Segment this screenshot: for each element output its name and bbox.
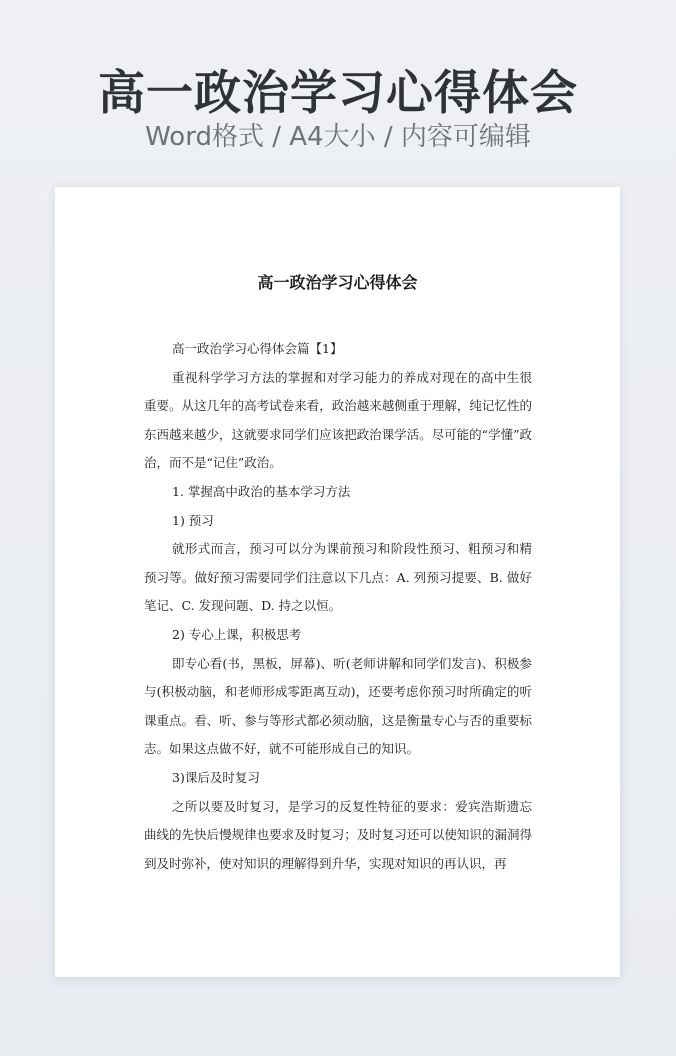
document-title: 高一政治学习心得体会: [257, 273, 418, 292]
list-heading: 3)课后及时复习: [172, 769, 260, 785]
paragraph: 就形式而言，预习可以分为课前预习和阶段性预习、粗预习和精预习等。做好预习需要同学们注意以下几点：A. 列预习提要、B. 做好笔记、C. 发现问题、D. 持之以恒。: [144, 541, 532, 614]
list-heading: 2) 专心上课，积极思考: [172, 626, 302, 642]
list-heading: 1) 预习: [172, 512, 214, 528]
section-heading: 高一政治学习心得体会篇【1】: [172, 341, 343, 356]
paragraph: 之所以要及时复习，是学习的反复性特征的要求：爱宾浩斯遗忘曲线的先快后慢规律也要求及时复习；及时复习还可以使知识的漏洞得到及时弥补，使对知识的理解得到升华，实现对知识的再认识，再: [144, 798, 532, 871]
document-body: [144, 335, 532, 878]
paragraph: 重视科学学习方法的掌握和对学习能力的养成对现在的高中生很重要。从这几年的高考试卷来看，政治越来越侧重于理解，纯记忆性的东西越来越少，这就要求同学们应该把政治课学活。尽可能的“学懂”政治，而不是“记住”政治。: [144, 369, 532, 471]
paragraph: 即专心看(书，黑板，屏幕)、听(老师讲解和同学们发言)、积极参与(积极动脑，和老师形成零距离互动)，还要考虑你预习时所确定的听课重点。看、听、参与等形式都必须动脑，这是衡量专心与否的重要标志。如果这点做不好，就不可能形成自己的知识。: [144, 655, 532, 757]
banner-title: 高一政治学习心得体会: [98, 66, 578, 121]
subheading: 1. 掌握高中政治的基本学习方法: [172, 483, 351, 499]
banner-subtitle: Word格式 / A4大小 / 内容可编辑: [145, 122, 531, 152]
document-page: [55, 187, 620, 977]
